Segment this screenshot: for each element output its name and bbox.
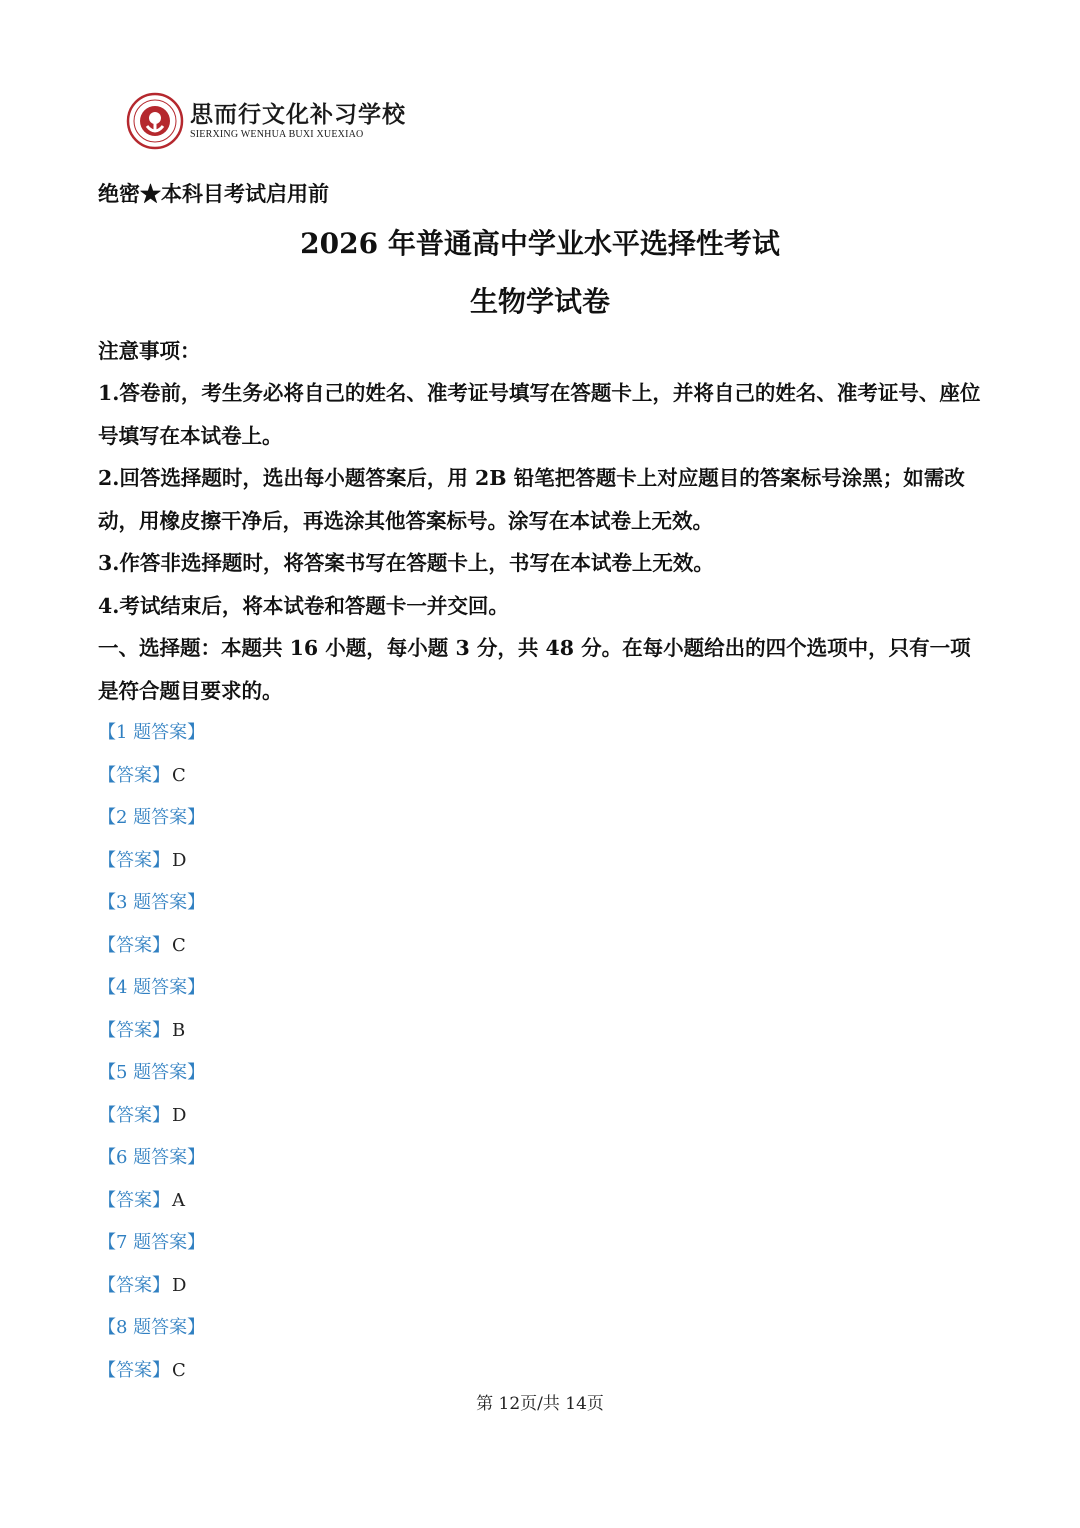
exam-subject: 生物学试卷 xyxy=(469,285,610,318)
question-label-row xyxy=(98,1222,698,1265)
note-item: 3.作答非选择题时，将答案书写在答题卡上，书写在本试卷上无效。 xyxy=(98,551,714,575)
answer-label: 【答案】 xyxy=(98,1274,170,1296)
question-label-row xyxy=(98,797,698,840)
answer-value: C xyxy=(172,1359,186,1381)
question-label: 【3 题答案】 xyxy=(98,892,206,913)
answer-row xyxy=(98,1265,698,1308)
question-label-row xyxy=(98,967,698,1010)
answer-row xyxy=(98,925,698,968)
question-label: 【4 题答案】 xyxy=(98,977,206,998)
answer-label: 【答案】 xyxy=(98,849,170,871)
logo-english-name: SIERXING WENHUA BUXI XUEXIAO xyxy=(190,129,364,140)
answer-value: C xyxy=(172,934,186,956)
question-label: 【7 题答案】 xyxy=(98,1232,206,1253)
confidential-notice: 绝密★本科目考试启用前 xyxy=(98,181,329,206)
school-seal-icon xyxy=(126,92,184,150)
answer-row xyxy=(98,1095,698,1138)
question-label-row xyxy=(98,1307,698,1350)
question-label-row xyxy=(98,1137,698,1180)
answer-value: B xyxy=(172,1019,186,1041)
school-logo xyxy=(126,90,426,152)
page-number: 第 12页/共 14页 xyxy=(476,1394,604,1414)
answer-list xyxy=(98,712,698,1392)
question-label: 【6 题答案】 xyxy=(98,1147,206,1168)
answer-label: 【答案】 xyxy=(98,934,170,956)
question-label-row xyxy=(98,882,698,925)
answer-row xyxy=(98,840,698,883)
notes-list xyxy=(98,372,988,712)
note-item: 2.回答选择题时，选出每小题答案后，用 2B 铅笔把答题卡上对应题目的答案标号涂黑；如需改动，用橡皮擦干净后，再选涂其他答案标号。涂写在本试卷上无效。 xyxy=(98,466,965,533)
answer-row xyxy=(98,1010,698,1053)
answer-value: D xyxy=(172,1104,187,1126)
answer-value: D xyxy=(172,1274,187,1296)
answer-label: 【答案】 xyxy=(98,1019,170,1041)
note-item: 4.考试结束后，将本试卷和答题卡一并交回。 xyxy=(98,593,509,618)
exam-title: 2026 年普通高中学业水平选择性考试 xyxy=(300,227,780,260)
answer-label: 【答案】 xyxy=(98,1104,170,1126)
answer-label: 【答案】 xyxy=(98,1189,170,1211)
question-label-row xyxy=(98,1052,698,1095)
question-label-row xyxy=(98,712,698,755)
section-heading: 一、选择题：本题共 16 小题，每小题 3 分，共 48 分。在每小题给出的四个选项中，只有一项是符合题目要求的。 xyxy=(98,636,971,703)
logo-chinese-name: 思而行文化补习学校 xyxy=(190,102,406,128)
question-label: 【5 题答案】 xyxy=(98,1062,206,1083)
question-label: 【8 题答案】 xyxy=(98,1317,206,1338)
answer-row xyxy=(98,1180,698,1223)
answer-value: C xyxy=(172,764,186,786)
notes-heading: 注意事项： xyxy=(98,339,201,363)
question-label: 【2 题答案】 xyxy=(98,807,206,828)
note-item: 1.答卷前，考生务必将自己的姓名、准考证号填写在答题卡上，并将自己的姓名、准考证号、座位号填写在本试卷上。 xyxy=(98,381,981,448)
answer-value: A xyxy=(172,1189,185,1211)
answer-label: 【答案】 xyxy=(98,764,170,786)
answer-label: 【答案】 xyxy=(98,1359,170,1381)
answer-row xyxy=(98,1350,698,1393)
answer-row xyxy=(98,755,698,798)
question-label: 【1 题答案】 xyxy=(98,722,206,743)
answer-value: D xyxy=(172,849,187,871)
